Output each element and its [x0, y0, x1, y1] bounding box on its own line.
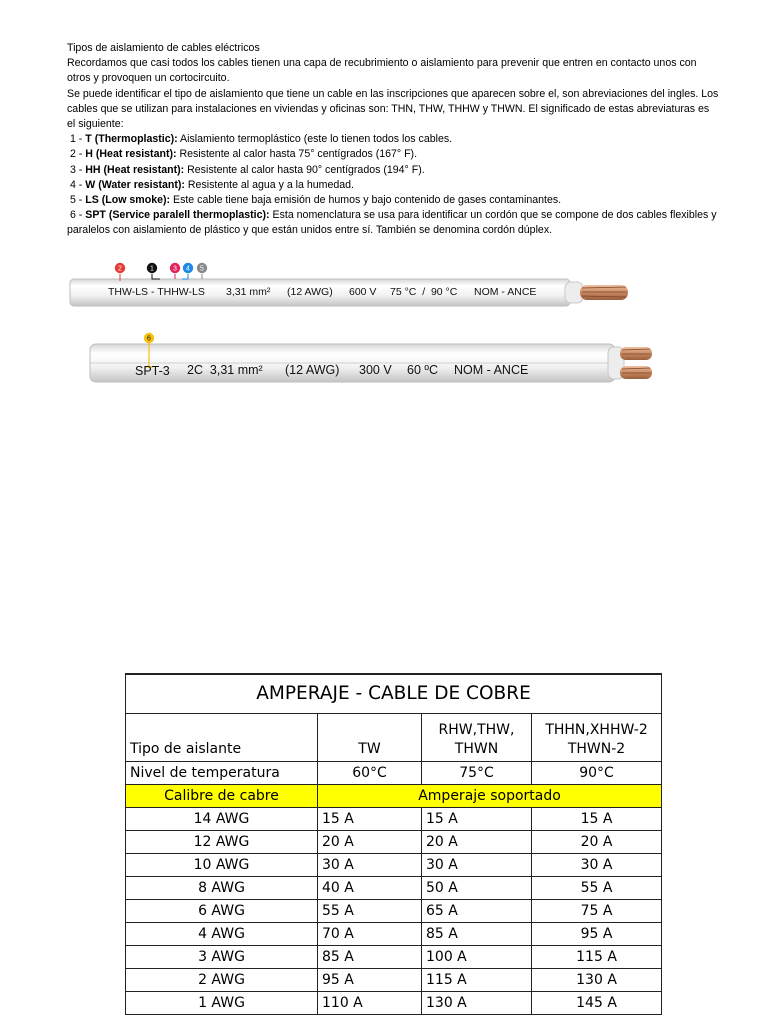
cable-1-temp: 75 °C / 90 °C — [390, 286, 458, 298]
list-item: 3 - HH (Heat resistant): Resistente al calor hasta 90° centígrados (194° F). — [69, 163, 425, 176]
table-row: 6 AWG 55 A 65 A 75 A — [126, 900, 662, 923]
table-subheader-row — [126, 785, 662, 808]
cable-2-copper-strands — [620, 347, 652, 379]
intro-paragraph-1: Recordamos que casi todos los cables tienen una capa de recubrimiento o aislamiento para prevenir que entren en contacto unos con otros y provoquen un cortocircuito. — [67, 57, 697, 85]
marker-6 — [144, 333, 154, 343]
cable-2-section: 2C 3,31 mm² — [187, 363, 263, 377]
table-row: 10 AWG 30 A 30 A 30 A — [126, 854, 662, 877]
cable-1 — [70, 263, 628, 306]
caliber-label: Calibre de cabre — [126, 785, 318, 808]
svg-text:1: 1 — [150, 265, 154, 273]
marker-1 — [147, 263, 157, 273]
marker-4 — [183, 263, 193, 273]
svg-text:2: 2 — [118, 265, 122, 273]
table-row: 12 AWG 20 A 20 A 20 A — [126, 831, 662, 854]
cable-illustration — [60, 252, 700, 392]
cable-1-section: 3,31 mm² — [226, 286, 271, 298]
type-90: THHN,XHHW-2 THWN-2 — [532, 714, 662, 762]
amperage-table-wrapper — [125, 673, 661, 1015]
list-item: 1 - T (Thermoplastic): Aislamiento termoplástico (este lo tienen todos los cables. — [69, 133, 453, 146]
cable-1-voltage: 600 V — [349, 286, 377, 298]
cable-2 — [90, 333, 652, 382]
marker-5 — [197, 263, 207, 273]
temp-label: Nivel de temperatura — [126, 762, 318, 785]
table-row: 14 AWG 15 A 15 A 15 A — [126, 808, 662, 831]
document-text — [67, 41, 719, 239]
cable-1-awg: (12 AWG) — [287, 286, 333, 298]
amperage-table — [125, 673, 662, 1015]
svg-text:5: 5 — [200, 265, 204, 273]
table-row: 8 AWG 40 A 50 A 55 A — [126, 877, 662, 900]
list-item: 2 - H (Heat resistant): Resistente al calor hasta 75° centígrados (167° F). — [69, 148, 418, 161]
cable-2-voltage: 300 V — [359, 363, 392, 377]
table-type-row — [126, 714, 662, 762]
svg-text:4: 4 — [186, 265, 190, 273]
marker-2 — [115, 263, 125, 273]
intro-paragraph-2: Se puede identificar el tipo de aislamiento que tiene un cable en las inscripciones que aparecen sobre el, son abreviaciones del ingles. Los cables que se utilizan para instalaciones en viviendas y oficinas son: THN, THW, THHW y THWN. El significado de estas abreviaturas es el siguiente: — [67, 87, 719, 131]
table-row: 1 AWG 110 A 130 A 145 A — [126, 992, 662, 1015]
amperage-label: Amperaje soportado — [318, 785, 662, 808]
table-temp-row — [126, 762, 662, 785]
type-75: RHW,THW, THWN — [422, 714, 532, 762]
table-row: 3 AWG 85 A 100 A 115 A — [126, 946, 662, 969]
cable-2-temp: 60 ºC — [407, 363, 438, 377]
cable-1-norm: NOM - ANCE — [474, 286, 537, 298]
list-item: 5 - LS (Low smoke): Este cable tiene baja emisión de humos y bajo contenido de gases contaminantes. — [69, 194, 562, 207]
marker-3 — [170, 263, 180, 273]
cable-1-copper-strands — [580, 285, 628, 300]
svg-text:6: 6 — [147, 335, 151, 343]
table-title-row — [126, 674, 662, 714]
temp-90: 90°C — [532, 762, 662, 785]
cable-2-norm: NOM - ANCE — [454, 363, 529, 377]
temp-60: 60°C — [318, 762, 422, 785]
document-title: Tipos de aislamiento de cables eléctricos — [67, 42, 260, 54]
table-row: 4 AWG 70 A 85 A 95 A — [126, 923, 662, 946]
table-row: 2 AWG 95 A 115 A 130 A — [126, 969, 662, 992]
cable-2-awg: (12 AWG) — [285, 363, 340, 377]
list-item: 4 - W (Water resistant): Resistente al agua y a la humedad. — [69, 178, 354, 191]
type-label: Tipo de aislante — [126, 714, 318, 762]
cable-2-code: SPT-3 — [135, 364, 170, 378]
temp-75: 75°C — [422, 762, 532, 785]
cable-1-code: THW-LS - THHW-LS — [108, 286, 205, 298]
list-item: 6 - SPT (Service paralell thermoplastic): Esta nomenclatura se usa para identificar un cordón que se compone de dos cables flexibles y paralelos con aislamiento de plástico y que están unidos entre sí. También se denomina cordón dúplex. — [67, 209, 717, 237]
svg-text:3: 3 — [173, 265, 177, 273]
table-title: AMPERAJE - CABLE DE COBRE — [126, 674, 662, 714]
type-60: TW — [318, 714, 422, 762]
